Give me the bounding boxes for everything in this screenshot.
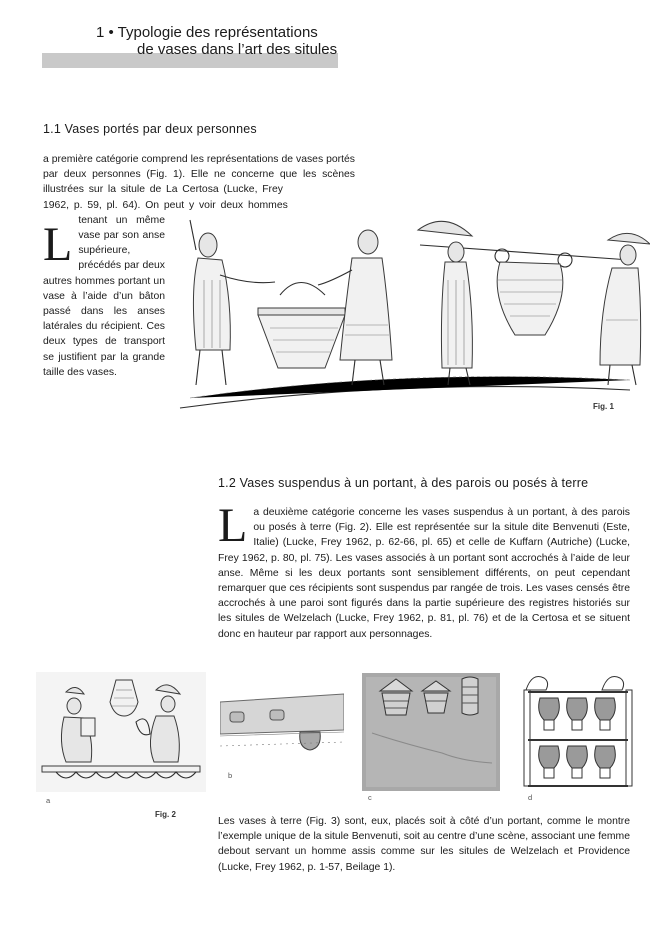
figure2b-illustration	[220, 690, 344, 790]
section1-paragraph	[43, 152, 355, 424]
chapter-title-line1: 1 • Typologie des représentations	[96, 24, 318, 41]
section1-dropcap: L	[43, 218, 73, 271]
section2-paragraph2: Les vases à terre (Fig. 3) sont, eux, placés soit à côté d’un portant, comme le montre l’exemple unique de la situle Benvenuti, soit au centre d’une scène, associant une femme debout servant un homme assis comme sur les situles de Welzelach et Providence (Lucke, Frey 1962, p. 1-57, Beilage 1).	[218, 816, 630, 873]
section1-heading: 1.1 Vases portés par deux personnes	[43, 122, 257, 136]
figure2c-label: c	[368, 793, 372, 802]
chapter-title-line2: de vases dans l’art des situles	[137, 41, 338, 58]
figure2b-label: b	[228, 771, 233, 780]
figure1-man-right	[600, 233, 650, 385]
section2-heading: 1.2 Vases suspendus à un portant, à des parois ou posés à terre	[218, 476, 589, 490]
figure2c-illustration	[362, 673, 500, 791]
chapter-title	[96, 24, 337, 58]
figure2a-label: a	[46, 796, 51, 805]
section2-dropcap: L	[218, 499, 248, 552]
figure2-label: Fig. 2	[155, 810, 176, 819]
figure1-amphora-vase	[495, 249, 572, 335]
section1-text: a première catégorie comprend les représentations de vases portés par deux personnes (Fig. 1). Elle ne concerne que les scènes illustrées sur la situle de La Certosa (Lucke, Frey 1962, p. 59, pl. 64). On peut y voir deux hommes tenant un même vase par son anse supérieure, précédés par deux autres hommes portant un vase à l’aide d’un bâton passé dans les anses latérales du récipient. Ces deux types de transport se justifient par la grande taille des vases.	[43, 154, 355, 378]
figure2d-label: d	[528, 793, 533, 802]
figure1-label: Fig. 1	[593, 402, 614, 411]
figure2a-illustration	[36, 672, 206, 792]
section2-text: a deuxième catégorie concerne les vases suspendus à un portant, à des parois ou posés à terre (Fig. 2). Elle est représentée sur la situle dite Benvenuti (Este, Italie) (Lucke, Frey 1962, p. 62-66, pl. 65) et celle de Kuffarn (Autriche) (Lucke, Frey 1962, p. 80, pl. 75). Les vases associés à un portant sont accrochés à l’aide de leur anse. Même si les deux portants sont sensiblement différents, on peut cependant remarquer que ces récipients sont suspendus par rangée de trois. Les vases censés être accrochés à une paroi sont figurés dans la partie supérieure des registres historiés sur les situles de Welzelach (Lucke, Frey 1962, p. 81, pl. 76) et de la Certosa et se situent donc en hauteur par rapport aux personnages.	[218, 507, 630, 640]
figure2d-illustration	[518, 668, 638, 794]
section2-paragraph	[218, 499, 630, 642]
